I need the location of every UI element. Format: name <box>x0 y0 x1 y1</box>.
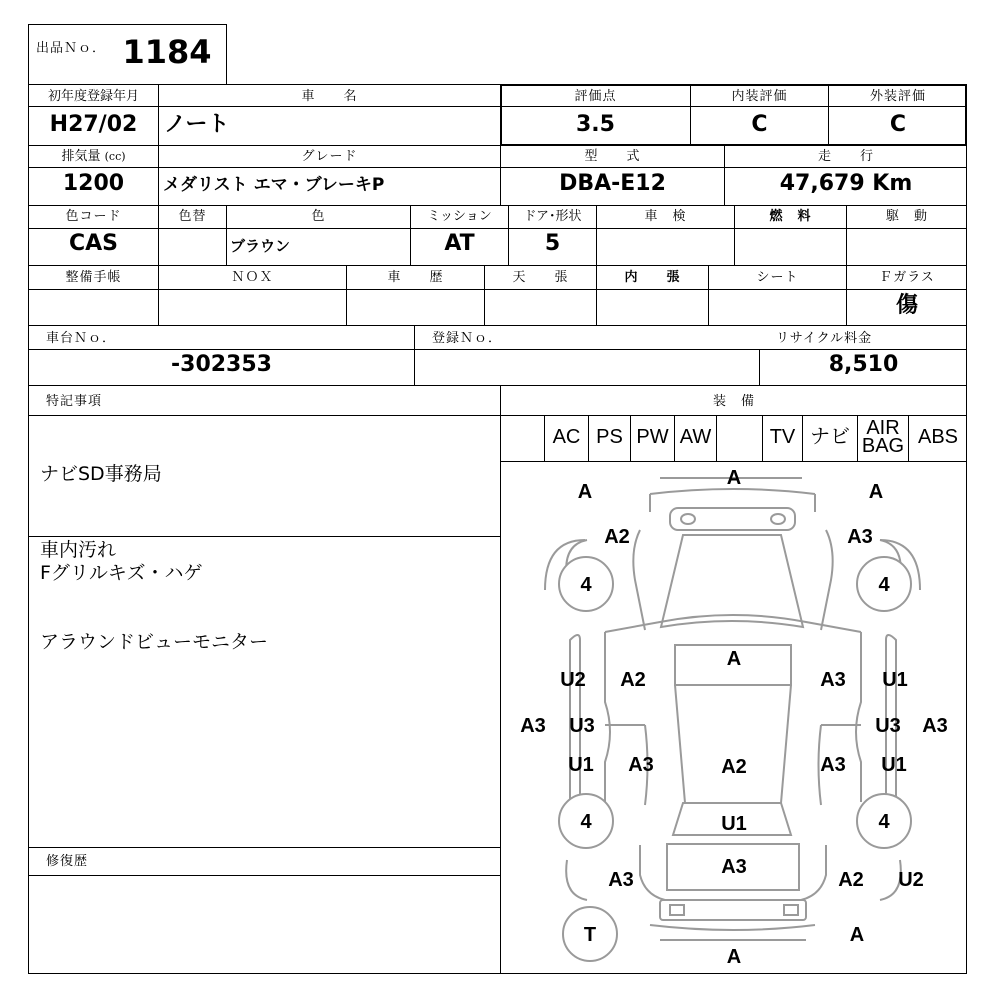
equip-airbag-top: AIR <box>866 417 900 439</box>
fglass-label: Ｆガラス <box>879 270 935 285</box>
maintenance-label: 整備手帳 <box>65 270 122 285</box>
equip-navi: ナビ <box>810 426 850 448</box>
dmg-left-pillar: U3 <box>569 715 595 737</box>
dmg-left-front-door: U2 <box>560 669 586 691</box>
dmg-rear-window: U1 <box>721 813 747 835</box>
dmg-right-headlight: A3 <box>847 526 873 548</box>
inspection-label: 車 検 <box>644 209 687 224</box>
dmg-right-rear-door-inner: A3 <box>820 754 846 776</box>
mileage-label: 走 行 <box>817 149 874 164</box>
equip-ac: AC <box>552 426 581 448</box>
seat-label: シート <box>756 270 799 285</box>
equip-pw: PW <box>636 426 669 448</box>
grade-value: メダリスト エマ・ブレーキP <box>163 175 385 195</box>
chassis-value: -302353 <box>171 352 272 377</box>
lot-number: 1184 <box>122 33 212 71</box>
door-label: ドア･形状 <box>523 209 582 224</box>
color-value: ブラウン <box>230 237 291 255</box>
equip-aw: AW <box>679 426 712 448</box>
car-name-value: ノート <box>164 112 230 137</box>
dmg-trunk: A3 <box>721 856 747 878</box>
dmg-right-rear-fender: A2 <box>838 869 864 891</box>
lot-label: 出品Ｎｏ． <box>36 41 107 56</box>
repair-label: 修復歴 <box>46 854 89 869</box>
first-reg-label: 初年度登録年月 <box>47 89 139 104</box>
fglass-value: 傷 <box>895 293 918 318</box>
dmg-right-front-door: U1 <box>882 669 908 691</box>
door-value: 5 <box>544 231 561 256</box>
dmg-left-rear-fender: A3 <box>608 869 634 891</box>
history-label: 車 歴 <box>387 270 444 285</box>
repaint-label: 色替 <box>178 209 207 224</box>
note-line-3: Fグリルキズ・ハゲ <box>40 562 203 584</box>
exterior-value: C <box>889 112 907 137</box>
recycle-label: リサイクル料金 <box>776 331 873 346</box>
dmg-right-rear-door: U1 <box>881 754 907 776</box>
dmg-front-bumper: A <box>726 467 742 489</box>
interior-value: C <box>751 112 768 137</box>
exterior-label: 外装評価 <box>869 89 926 104</box>
dmg-right-front-door-inner: A3 <box>820 669 846 691</box>
dmg-rear-left-tire: 4 <box>580 811 592 833</box>
dmg-left-headlight: A2 <box>604 526 630 548</box>
mission-value: AT <box>444 231 475 256</box>
mileage-value: 47,679 Km <box>779 171 913 196</box>
color-label: 色 <box>311 209 326 224</box>
score-label: 評価点 <box>574 89 617 104</box>
inner-label: 内 張 <box>624 270 681 285</box>
equip-tv: TV <box>769 426 796 448</box>
grade-label: グレード <box>301 149 358 164</box>
dmg-roof-front: A <box>726 648 742 670</box>
dmg-left-rear-door: U1 <box>568 754 594 776</box>
dmg-rear-bumper: A <box>726 946 742 968</box>
dmg-left-front-door-inner: A2 <box>620 669 646 691</box>
displacement-label <box>29 149 158 165</box>
chassis-label: 車台Ｎｏ． <box>46 331 117 346</box>
dmg-front-left-tire: 4 <box>580 574 592 596</box>
color-code-value: CAS <box>68 231 119 256</box>
model-value: DBA-E12 <box>559 171 666 196</box>
dmg-front-right-corner: A <box>868 481 884 503</box>
dmg-rear-right-corner: A <box>849 924 865 946</box>
dmg-front-right-tire: 4 <box>878 574 890 596</box>
dmg-rear-right-tire: 4 <box>878 811 890 833</box>
equip-blank <box>717 419 762 455</box>
dmg-right-rear-quarter: U2 <box>898 869 924 891</box>
dmg-right-sill: A3 <box>922 715 948 737</box>
note-line-4: アラウンドビューモニター <box>40 631 269 653</box>
fuel-label: 燃 料 <box>769 209 812 224</box>
ceiling-label: 天 張 <box>512 270 569 285</box>
dmg-front-left-corner: A <box>577 481 593 503</box>
first-reg-value: H27/02 <box>49 112 138 137</box>
equip-ps: PS <box>596 426 623 448</box>
interior-label: 内装評価 <box>731 89 788 104</box>
equip-airbag <box>858 419 908 455</box>
note-line-2: 車内汚れ <box>40 539 117 561</box>
notes-label: 特記事項 <box>46 394 103 409</box>
equip-abs: ABS <box>917 426 959 448</box>
dmg-left-rear-door-inner: A3 <box>628 754 654 776</box>
color-code-label: 色コード <box>65 209 122 224</box>
reg-no-label: 登録Ｎｏ． <box>432 331 503 346</box>
mission-label: ミッション <box>427 209 492 224</box>
dmg-left-sill: A3 <box>520 715 546 737</box>
equip-airbag-bottom: BAG <box>861 435 905 457</box>
equipment-label: 装 備 <box>712 394 755 409</box>
displacement-label-text: 排気量 <box>61 149 101 164</box>
recycle-value: 8,510 <box>828 352 899 377</box>
displacement-unit: (cc) <box>104 150 126 163</box>
score-value: 3.5 <box>576 112 615 137</box>
car-name-label: 車 名 <box>301 89 358 104</box>
drive-label: 駆 動 <box>885 209 928 224</box>
model-label: 型 式 <box>584 149 641 164</box>
dmg-spare-tire: T <box>583 924 597 946</box>
car-damage-diagram <box>501 462 967 974</box>
dmg-roof: A2 <box>721 756 747 778</box>
dmg-right-pillar: U3 <box>875 715 901 737</box>
note-line-1: ナビSD事務局 <box>40 463 162 485</box>
nox-label: ＮＯＸ <box>231 270 274 285</box>
displacement-value: 1200 <box>62 171 125 196</box>
